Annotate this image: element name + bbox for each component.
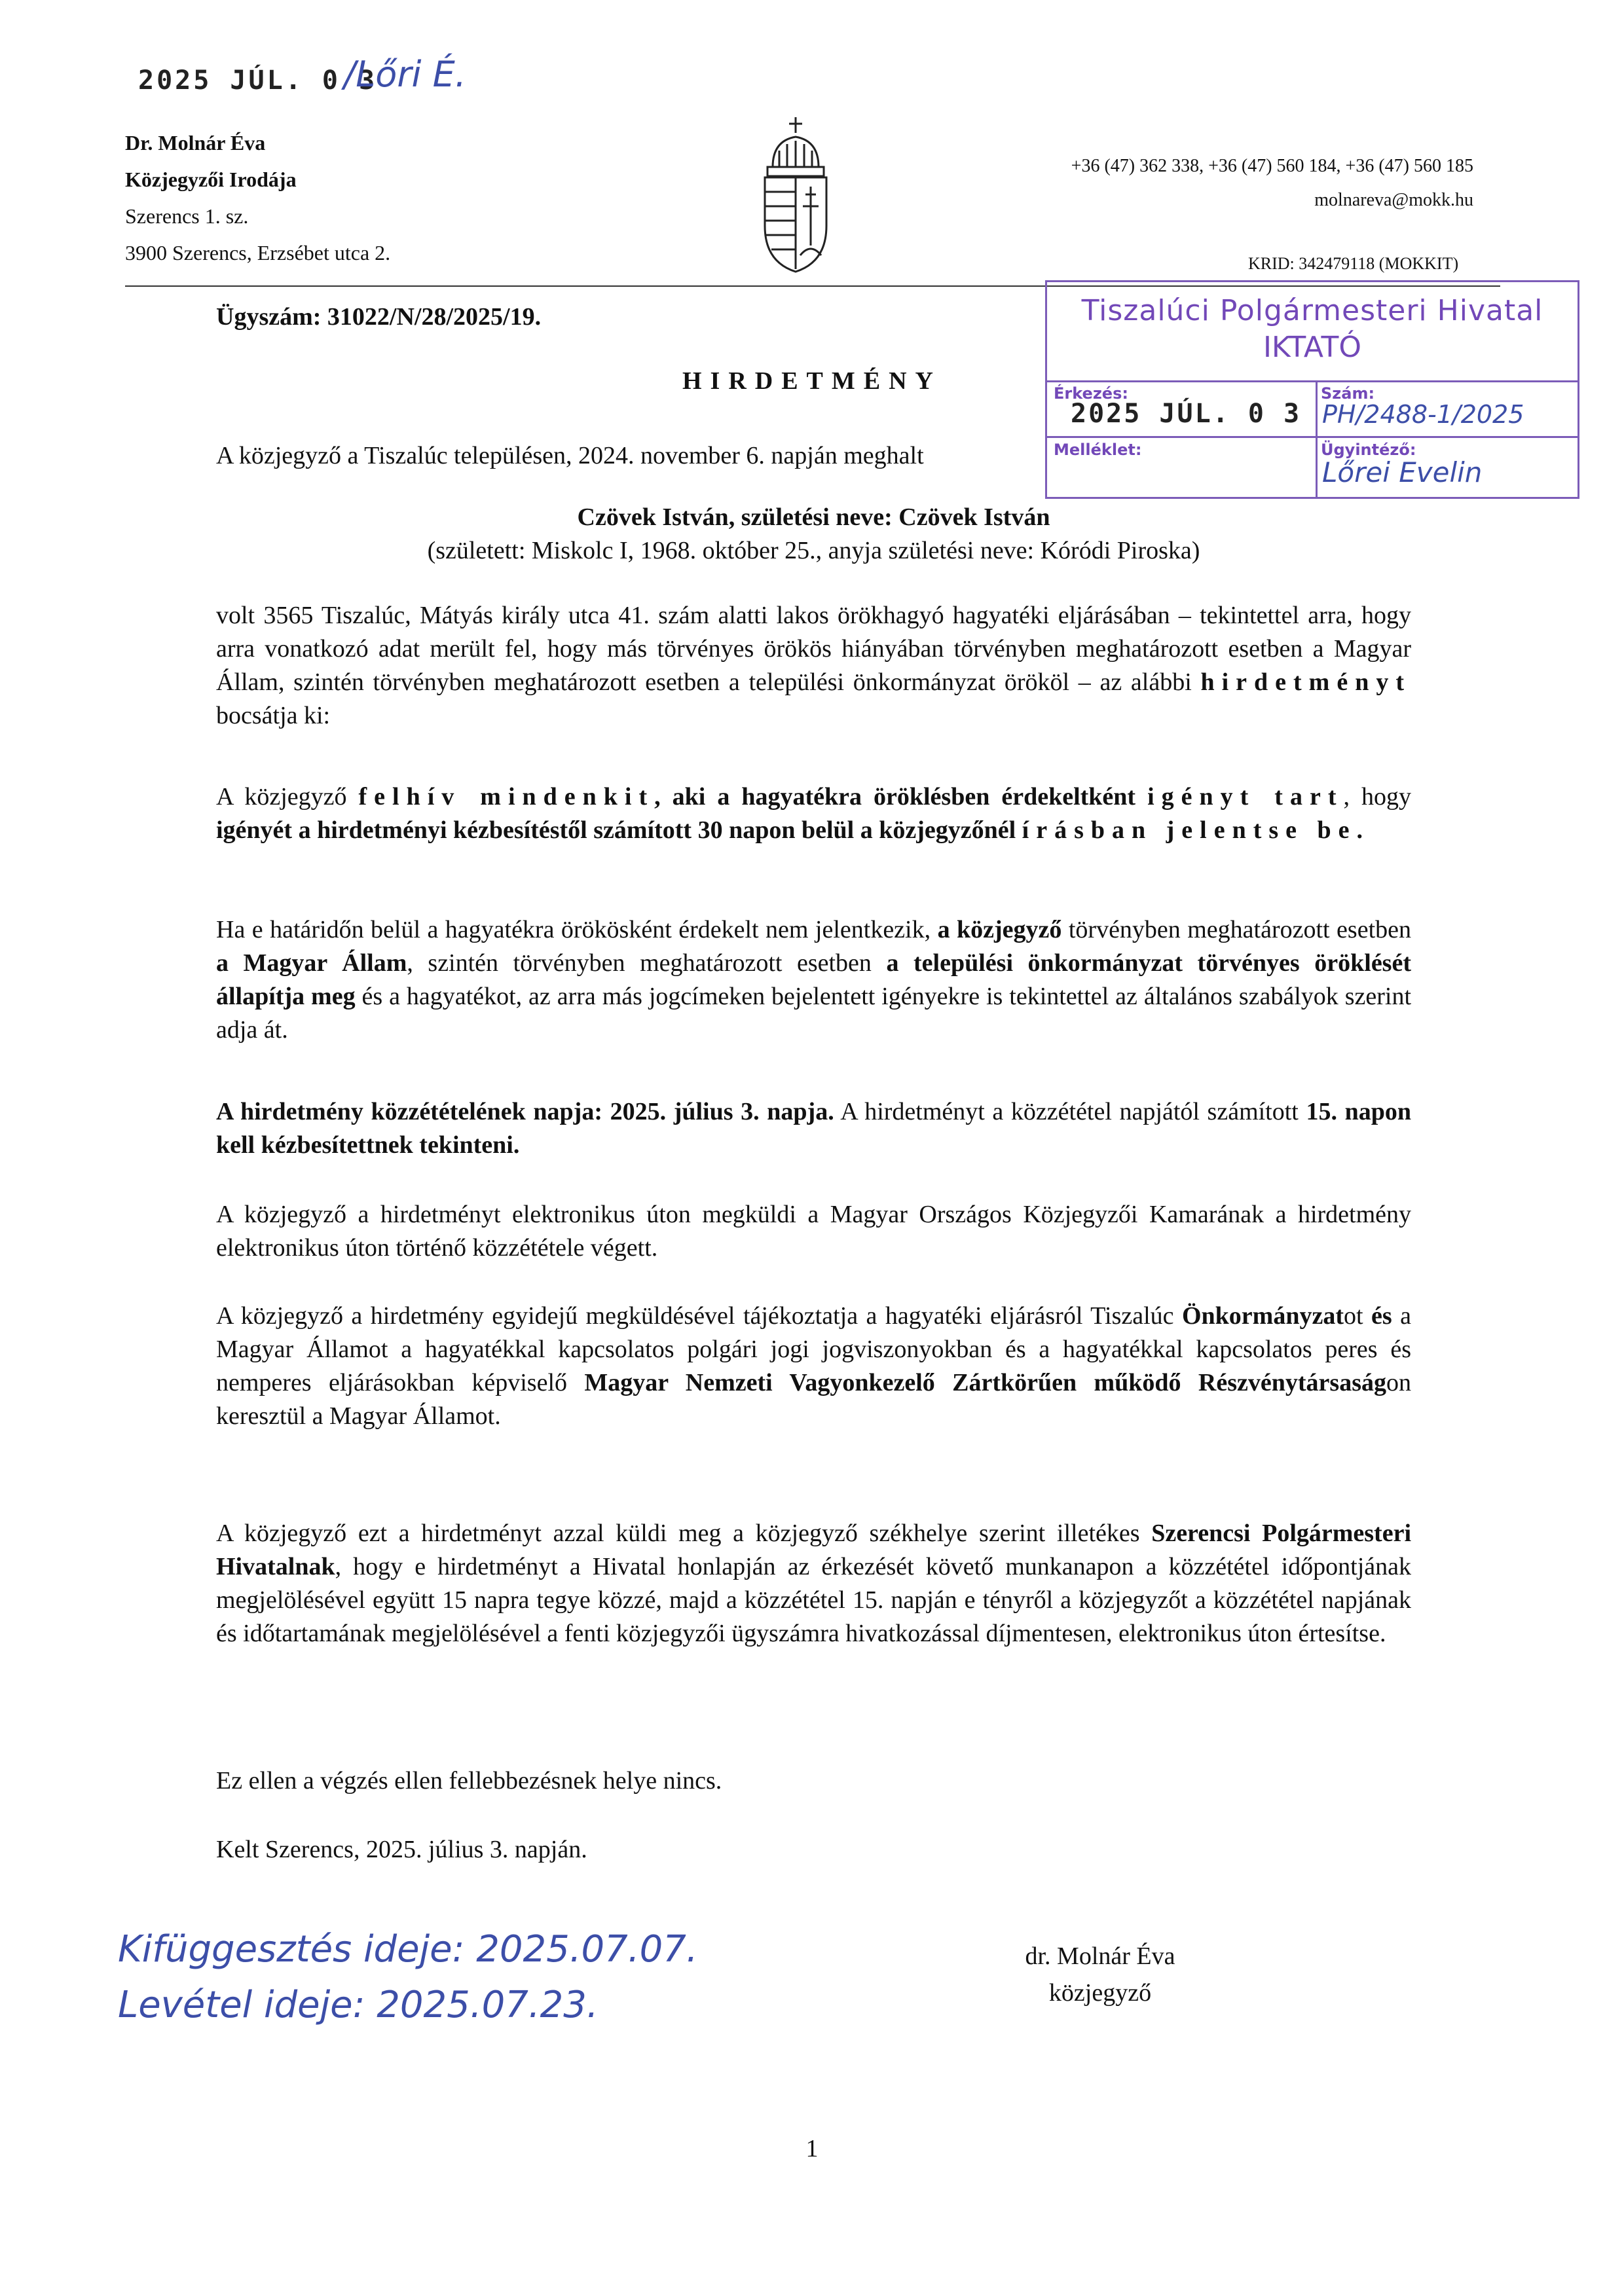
handwritten-posting-date: Kifüggesztés ideje: 2025.07.07. bbox=[118, 1928, 698, 1971]
p3-part: a települési önkormányzat törvényes öröklését állapítja meg bbox=[216, 949, 1411, 1010]
signature-title: közjegyző bbox=[1048, 1979, 1152, 2007]
sender-block bbox=[125, 124, 390, 271]
p2-part: , aki a hagyatékra öröklésben érdekeltként bbox=[654, 783, 1148, 811]
p1-emphasis: hirdetményt bbox=[1200, 668, 1411, 696]
p6-part: és bbox=[1371, 1302, 1392, 1330]
handwritten-initials: /Lőri É. bbox=[344, 54, 466, 95]
received-date-stamp: 2025 JÚL. 0 3 bbox=[138, 65, 378, 96]
paragraph-3 bbox=[216, 913, 1411, 1047]
deceased-name: Czövek István, születési neve: Czövek István bbox=[577, 503, 1050, 531]
paragraph-2 bbox=[216, 780, 1411, 847]
contact-block bbox=[1071, 149, 1473, 217]
paragraph-6 bbox=[216, 1300, 1411, 1433]
p3-part: a közjegyző bbox=[937, 916, 1062, 943]
coat-of-arms-icon bbox=[753, 115, 838, 275]
stamp-number-label: Szám: bbox=[1321, 384, 1375, 403]
p6-part: a Magyar Államot a hagyatékkal kapcsolatos polgári jogi jogviszonyokban és a hagyatékkal kapcsolatos peres és nemperes eljárásokban képviselő bbox=[216, 1302, 1411, 1396]
p7-part: Szerencsi Polgármesteri Hivatalnak bbox=[216, 1520, 1411, 1580]
document-title: HIRDETMÉNY bbox=[682, 367, 942, 395]
stamp-divider bbox=[1316, 380, 1318, 497]
sender-address: 3900 Szerencs, Erzsébet utca 2. bbox=[125, 241, 391, 264]
p7-part: , hogy e hirdetményt a Hivatal honlapján az érkezését követő munkanapon a közzététel időpontjának megjelölésével együtt 15 napra tegye közzé, majd a közzététel 15. napján e tényről a közjegyzőt a közzététel napjának és időtartamának megjelölésével a fenti közjegyzői ügyszámra hivatkozással díjmentesen, elektronikus úton értesítse. bbox=[216, 1553, 1411, 1647]
paragraph-5: A közjegyző a hirdetményt elektronikus úton megküldi a Magyar Országos Közjegyzői Kamarának a hirdetmény elektronikus úton történő közzététele végett. bbox=[216, 1201, 1411, 1262]
handwritten-removal-date: Levétel ideje: 2025.07.23. bbox=[118, 1984, 599, 2026]
paragraph-4 bbox=[216, 1095, 1411, 1162]
p2-emphasis: írásban jelentse be bbox=[1022, 816, 1357, 844]
paragraph-8: Ez ellen a végzés ellen fellebbezésnek helye nincs. bbox=[216, 1767, 722, 1795]
paragraph-1 bbox=[216, 599, 1411, 733]
p1-text: volt 3565 Tiszalúc, Mátyás király utca 41. szám alatti lakos örökhagyó hagyatéki eljárásában – tekintettel arra, hogy arra vonatkozó adat merült fel, hogy más törvényes örökös hiányában törvényben meghatározott esetben a Magyar Állam, szintén törvényben meghatározott esetben a települési önkormányzat örököl – az alábbi bbox=[216, 602, 1411, 696]
p3-part: Ha e határidőn belül a hagyatékra örökösként érdekelt nem jelentkezik, bbox=[216, 916, 938, 943]
signature-name: dr. Molnár Éva bbox=[1025, 1942, 1175, 1970]
p6-part: ot bbox=[1343, 1302, 1371, 1330]
p2-part: A közjegyző bbox=[216, 783, 359, 811]
p2-emphasis: felhív mindenkit bbox=[358, 783, 655, 811]
contact-phones: +36 (47) 362 338, +36 (47) 560 184, +36 (47) 560 185 bbox=[1071, 156, 1473, 176]
stamp-received-date: 2025 JÚL. 0 3 bbox=[1071, 399, 1302, 429]
p7-part: A közjegyző ezt a hirdetményt azzal küldi meg a közjegyző székhelye szerint illetékes bbox=[216, 1520, 1152, 1547]
stamp-title: Tiszalúci Polgármesteri Hivatal bbox=[1081, 294, 1543, 327]
paragraph-7 bbox=[216, 1517, 1411, 1650]
p4-part: A hirdetményt a közzététel napjától számított bbox=[834, 1098, 1306, 1125]
p3-part: és a hagyatékot, az arra más jogcímeken bejelentett igényekre is tekintettel az általános szabályok szerint adja át. bbox=[216, 983, 1411, 1044]
stamp-handler-label: Ügyintéző: bbox=[1321, 441, 1416, 459]
p4-part: 15. napon kell kézbesítettnek tekinteni. bbox=[216, 1098, 1412, 1159]
stamp-handler-value: Lőrei Evelin bbox=[1322, 456, 1483, 488]
stamp-subtitle: IKTATÓ bbox=[1263, 331, 1362, 364]
intro-line: A közjegyző a Tiszalúc településen, 2024. november 6. napján meghalt bbox=[216, 442, 924, 469]
p2-part: igényét a hirdetményi kézbesítéstől számított 30 napon belül a közjegyzőnél bbox=[216, 816, 1022, 844]
p4-part: A hirdetmény közzétételének napja: 2025. július 3. napja. bbox=[216, 1098, 834, 1125]
krid-id: KRID: 342479118 (MOKKIT) bbox=[1248, 254, 1459, 273]
sender-name: Dr. Molnár Éva bbox=[125, 131, 266, 155]
p1-end: bocsátja ki: bbox=[216, 702, 331, 729]
contact-email: molnareva@mokk.hu bbox=[1314, 190, 1473, 210]
stamp-number-value: PH/2488-1/2025 bbox=[1322, 400, 1524, 429]
p6-part: Magyar Nemzeti Vagyonkezelő Zártkörűen működő Részvénytársaság bbox=[584, 1369, 1386, 1396]
p2-part: , hogy bbox=[1343, 783, 1411, 811]
p3-part: törvényben meghatározott esetben bbox=[1061, 916, 1411, 943]
p3-part: , szintén törvényben meghatározott esetben bbox=[407, 949, 887, 977]
p2-part: . bbox=[1356, 816, 1363, 844]
p2-emphasis: igényt tart bbox=[1147, 783, 1344, 811]
stamp-received-label: Érkezés: bbox=[1054, 384, 1128, 403]
p3-part: a Magyar Állam bbox=[216, 949, 407, 977]
signature-block bbox=[1002, 1938, 1198, 2011]
p6-part: A közjegyző a hirdetmény egyidejű megküldésével tájékoztatja a hagyatéki eljárásról Tiszalúc bbox=[216, 1302, 1182, 1330]
sender-seat: Szerencs 1. sz. bbox=[125, 204, 249, 228]
case-number: Ügyszám: 31022/N/28/2025/19. bbox=[216, 303, 542, 331]
sender-office: Közjegyzői Irodája bbox=[125, 168, 297, 191]
p6-part: Önkormányzat bbox=[1181, 1302, 1344, 1330]
stamp-divider bbox=[1047, 436, 1578, 438]
deceased-details: (született: Miskolc I, 1968. október 25., anyja születési neve: Kóródi Piroska) bbox=[427, 537, 1200, 564]
page-number: 1 bbox=[805, 2135, 819, 2162]
p6-part: on keresztül a Magyar Államot. bbox=[216, 1369, 1411, 1430]
dated-line: Kelt Szerencs, 2025. július 3. napján. bbox=[216, 1836, 587, 1863]
stamp-attachment-label: Melléklet: bbox=[1054, 441, 1142, 459]
